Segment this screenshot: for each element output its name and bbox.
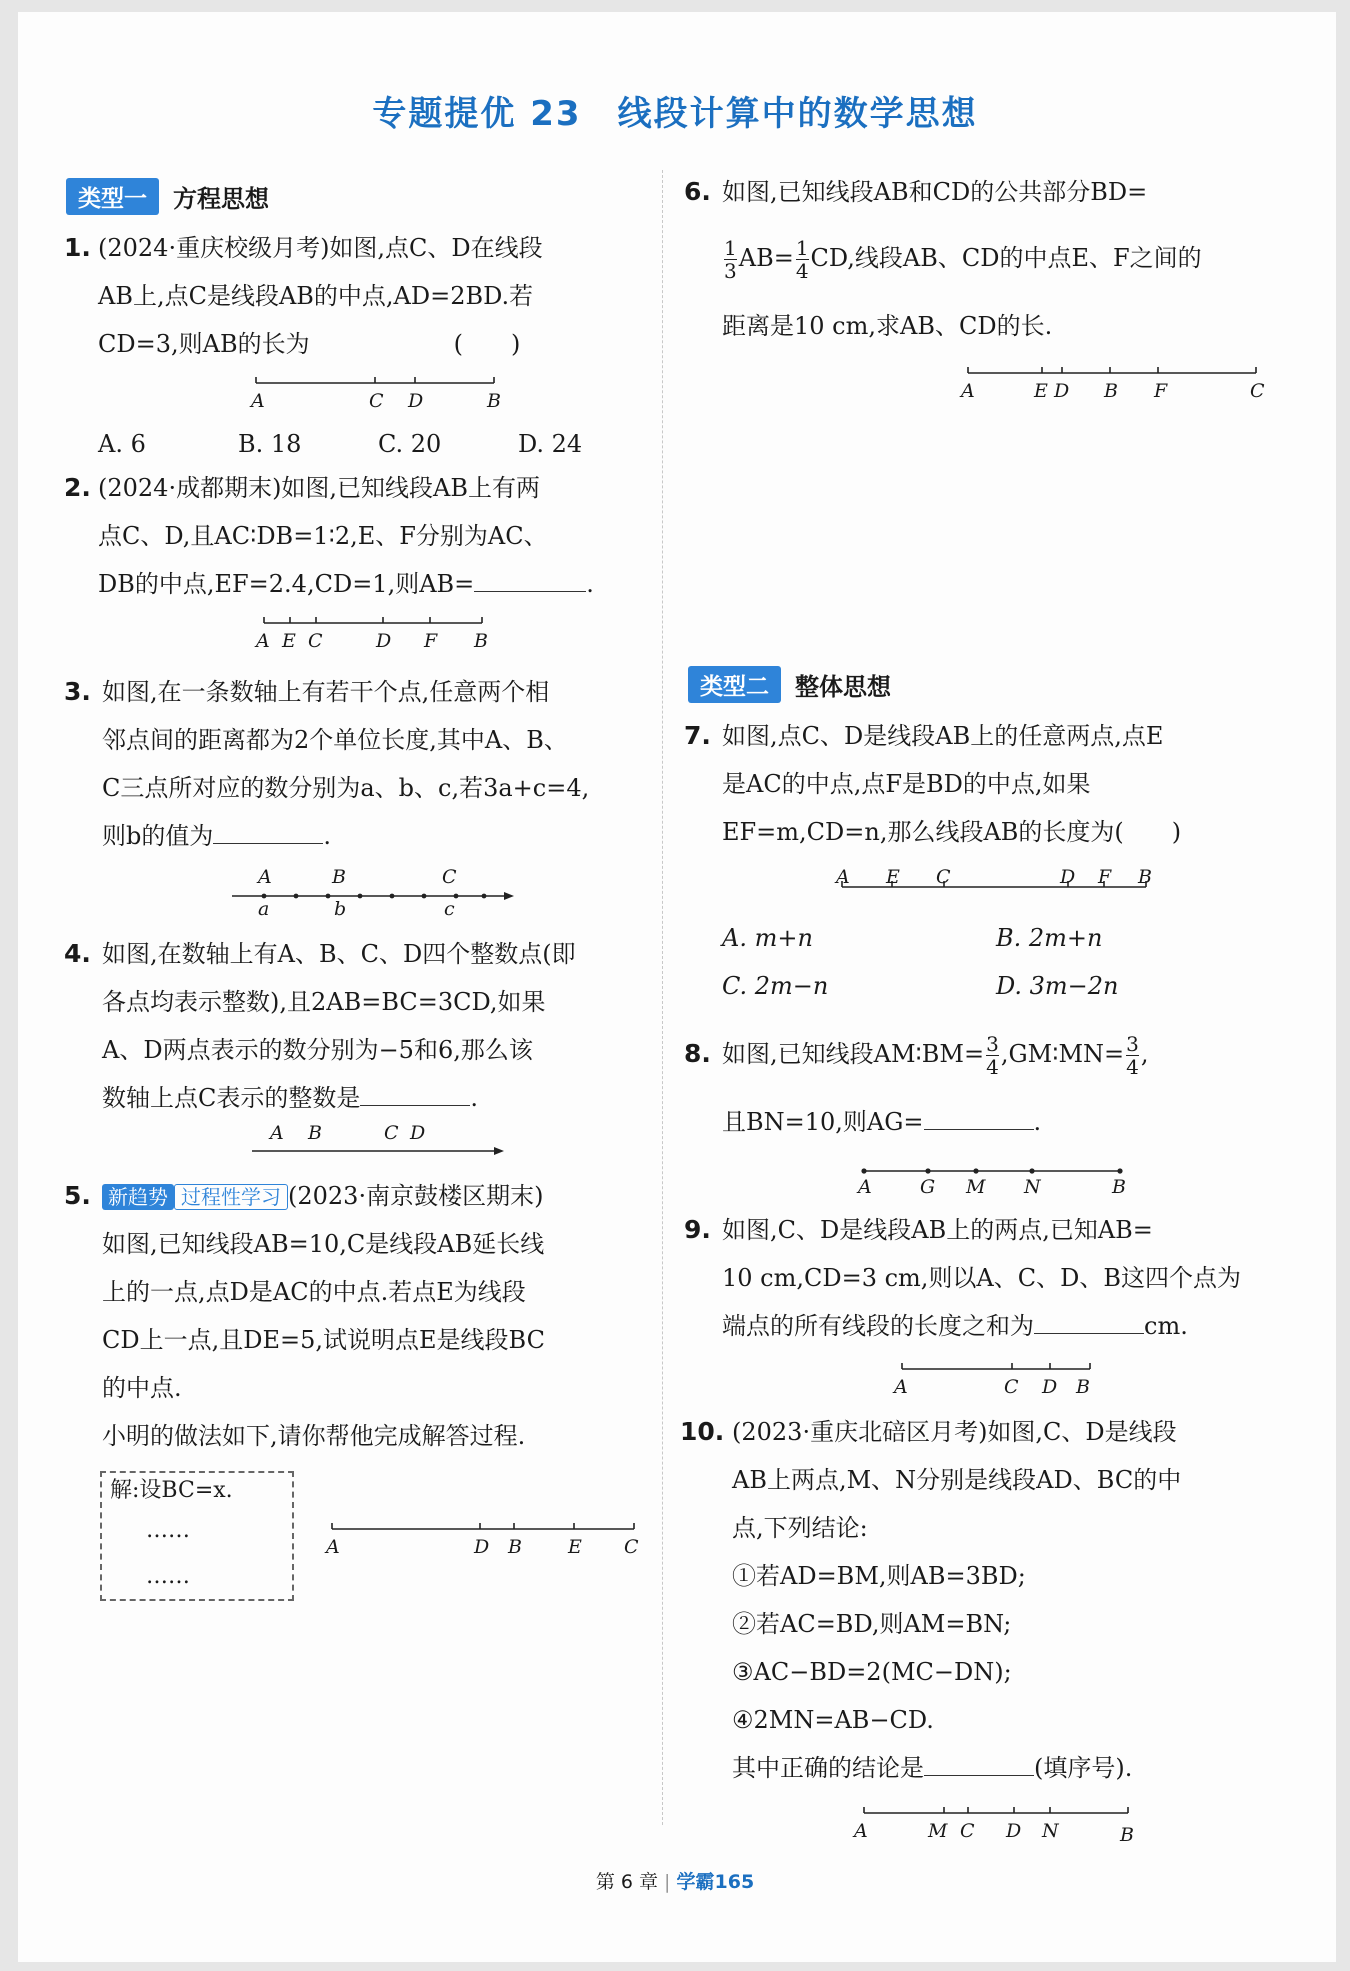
segment-diagram-q10 [858,1806,1134,1820]
answer-blank [924,1752,1034,1776]
question-9-line-3 [722,1302,1188,1350]
question-number: 5. [64,1181,91,1210]
segment-diagram-q1 [250,376,500,390]
chapter-label: 第 6 章 [595,1871,658,1893]
question-4-line-1: 如图,在数轴上有A、B、C、D四个整数点(即 [102,940,576,968]
page-title: 专题提优 23 线段计算中的数学思想 [372,94,978,134]
brand-label: 学霸 [676,1871,715,1893]
question-3-end: . [323,822,332,850]
question-8-text: 如图,已知线段AM∶BM= [722,1040,985,1068]
question-number: 8. [684,1039,711,1068]
question-8-end: . [1033,1108,1042,1136]
question-9-line-1: 如图,C、D是线段AB上的两点,已知AB= [722,1216,1153,1244]
answer-blank [474,568,586,592]
point-label: M [966,1176,986,1198]
question-10-line-1: (2023·重庆北碚区月考)如图,C、D是线段 [732,1418,1177,1446]
question-5-line-3: 上的一点,点D是AC的中点.若点E为线段 [102,1278,526,1306]
question-number: 9. [684,1215,711,1244]
answer-blank [924,1106,1034,1130]
section-name: 整体思想 [795,673,891,701]
point-label: F [424,630,438,652]
option-b: B. 2m+n [996,924,1103,952]
point-label: D [1006,1820,1022,1842]
point-label: C [960,1820,975,1842]
point-label: B [332,866,346,888]
question-8-line-2 [722,1098,1041,1146]
question-9-end: cm. [1144,1312,1188,1340]
fraction-numerator: 3 [986,1032,999,1056]
solution-box [100,1471,294,1601]
section-tag: 类型二 [688,666,781,703]
question-number: 6. [684,177,711,206]
option-d: D. 3m−2n [996,972,1119,1000]
question-4-line-3: A、D两点表示的数分别为−5和6,那么该 [102,1036,533,1064]
value-label: a [258,898,270,920]
point-label: A [326,1536,340,1558]
segment-diagram-q5 [326,1522,640,1536]
question-2-line-2: 点C、D,且AC∶DB=1∶2,E、F分别为AC、 [98,522,548,550]
question-6-text: AB= [738,244,794,272]
point-label: C [308,630,323,652]
solution-line-3: …… [146,1564,190,1589]
point-label: E [568,1536,582,1558]
fraction-one-third [724,237,737,282]
value-label: b [334,898,347,920]
point-label: B [1138,866,1152,888]
question-3-line-1: 如图,在一条数轴上有若干个点,任意两个相 [102,678,550,706]
point-label: B [1112,1176,1126,1198]
point-label: D [408,390,424,412]
point-label: D [1060,866,1076,888]
question-4-line-2: 各点均表示整数),且2AB=BC=3CD,如果 [102,988,546,1016]
point-label: A [854,1820,868,1842]
point-label: E [1034,380,1048,402]
point-label: A [270,1122,284,1144]
value-label: c [444,898,455,920]
point-label: F [1098,866,1112,888]
point-label: B [1120,1824,1134,1846]
question-5-line-1 [102,1172,543,1221]
option-a: A. m+n [722,924,813,952]
conclusion-4: ④2MN=AB−CD. [732,1706,934,1734]
question-8-line-1 [722,1030,1149,1078]
point-label: B [1076,1376,1090,1398]
point-label: B [474,630,488,652]
solution-line-2: …… [146,1518,190,1543]
fraction-three-fourths [1126,1033,1139,1078]
question-10-line-4 [732,1744,1132,1792]
question-2-line-3 [98,560,594,608]
point-label: F [1154,380,1168,402]
question-9-line-2: 10 cm,CD=3 cm,则以A、C、D、B这四个点为 [722,1264,1242,1292]
option-c: C. 2m−n [722,972,829,1000]
question-8-text: , [1140,1040,1149,1068]
question-5-line-4: CD上一点,且DE=5,试说明点E是线段BC [102,1326,545,1354]
point-label: D [474,1536,490,1558]
question-number: 3. [64,677,91,706]
point-label: B [308,1122,322,1144]
point-label: E [282,630,296,652]
point-label: B [508,1536,522,1558]
question-1-line-2: AB上,点C是线段AB的中点,AD=2BD.若 [98,282,534,310]
answer-blank [360,1082,470,1106]
point-label: C [369,390,384,412]
point-label: D [1054,380,1070,402]
question-number: 7. [684,721,711,750]
page-footer: 第 6 章 | 学霸165 [595,1871,755,1893]
solution-line-1: 解:设BC=x. [110,1478,233,1503]
page-number: 165 [714,1871,755,1893]
fraction-numerator: 1 [795,236,809,260]
point-label: A [251,390,265,412]
conclusion-2: ②若AC=BD,则AM=BN; [732,1610,1012,1638]
fraction-three-fourths [986,1033,999,1078]
question-1-line-3: CD=3,则AB的长为 ( ) [98,330,521,358]
segment-diagram-q8 [858,1164,1126,1178]
fraction-denominator: 4 [795,259,809,283]
process-tag: 过程性学习 [174,1184,288,1210]
question-7-line-1: 如图,点C、D是线段AB上的任意两点,点E [722,722,1164,750]
point-label: E [886,866,900,888]
section-type-2 [688,666,891,703]
question-10-end: (填序号). [1034,1754,1133,1782]
question-2-text: DB的中点,EF=2.4,CD=1,则AB= [98,570,475,598]
point-label: A [894,1376,908,1398]
segment-diagram-q6 [962,366,1262,380]
question-5-line-5: 的中点. [102,1374,182,1402]
option-c: C. 20 [378,430,442,458]
fraction-numerator: 3 [1126,1032,1139,1056]
conclusion-3: ③AC−BD=2(MC−DN); [732,1658,1012,1686]
column-divider [662,170,663,1825]
question-10-line-3: 点,下列结论: [732,1514,868,1542]
point-label: C [624,1536,639,1558]
point-label: B [1104,380,1118,402]
trend-tag: 新趋势 [102,1184,174,1210]
answer-blank [1034,1310,1144,1334]
point-label: D [1042,1376,1058,1398]
question-7-line-3: EF=m,CD=n,那么线段AB的长度为( ) [722,818,1182,846]
question-number: 10. [680,1417,725,1446]
answer-blank [213,820,323,844]
point-label: C [442,866,457,888]
question-2-line-1: (2024·成都期末)如图,已知线段AB上有两 [98,474,541,502]
number-line-q4 [252,1144,504,1158]
question-2-end: . [586,570,594,598]
point-label: N [1042,1820,1059,1842]
question-7-line-2: 是AC的中点,点F是BD的中点,如果 [722,770,1091,798]
question-number: 4. [64,939,91,968]
question-4-text: 数轴上点C表示的整数是 [102,1084,361,1112]
segment-diagram-q9 [896,1362,1096,1376]
question-1-line-1: (2024·重庆校级月考)如图,点C、D在线段 [98,234,543,262]
point-label: A [258,866,272,888]
question-6-line-2 [722,234,1202,282]
question-3-text: 则b的值为 [102,822,214,850]
fraction-denominator: 4 [1126,1055,1139,1079]
point-label: A [858,1176,872,1198]
question-5-line-6: 小明的做法如下,请你帮他完成解答过程. [102,1422,526,1450]
fraction-denominator: 4 [986,1055,999,1079]
section-tag: 类型一 [66,178,159,215]
point-label: B [487,390,501,412]
section-type-1 [66,178,269,215]
number-line-q3 [232,888,514,904]
point-label: D [376,630,392,652]
conclusion-1: ①若AD=BM,则AB=3BD; [732,1562,1026,1590]
question-8-text: 且BN=10,则AG= [722,1108,924,1136]
section-name: 方程思想 [173,185,269,213]
question-6-line-1: 如图,已知线段AB和CD的公共部分BD= [722,178,1148,206]
question-3-line-3: C三点所对应的数分别为a、b、c,若3a+c=4, [102,774,590,802]
point-label: C [936,866,951,888]
option-b: B. 18 [238,430,302,458]
point-label: D [410,1122,426,1144]
question-6-text: CD,线段AB、CD的中点E、F之间的 [810,244,1202,272]
question-number: 1. [64,233,91,262]
question-5-line-2: 如图,已知线段AB=10,C是线段AB延长线 [102,1230,545,1258]
question-10-line-2: AB上两点,M、N分别是线段AD、BC的中 [732,1466,1182,1494]
question-3-line-2: 邻点间的距离都为2个单位长度,其中A、B、 [102,726,568,754]
question-number: 2. [64,473,91,502]
question-9-text: 端点的所有线段的长度之和为 [722,1312,1034,1340]
fraction-denominator: 3 [724,259,737,283]
segment-diagram-q2 [258,616,488,630]
point-label: G [920,1176,936,1198]
question-8-text: ,GM∶MN= [1000,1040,1125,1068]
question-5-source: (2023·南京鼓楼区期末) [288,1182,544,1210]
option-d: D. 24 [518,430,583,458]
fraction-numerator: 1 [724,236,737,260]
point-label: A [836,866,850,888]
point-label: C [1250,380,1265,402]
point-label: A [961,380,975,402]
fraction-one-fourth [796,237,809,282]
question-4-line-4 [102,1074,478,1122]
question-4-end: . [470,1084,479,1112]
question-10-text: 其中正确的结论是 [732,1754,924,1782]
point-label: A [256,630,270,652]
question-6-line-3: 距离是10 cm,求AB、CD的长. [722,312,1053,340]
point-label: N [1024,1176,1041,1198]
question-3-line-4 [102,812,331,860]
option-a: A. 6 [98,430,146,458]
point-label: C [384,1122,399,1144]
point-label: C [1004,1376,1019,1398]
point-label: M [928,1820,948,1842]
